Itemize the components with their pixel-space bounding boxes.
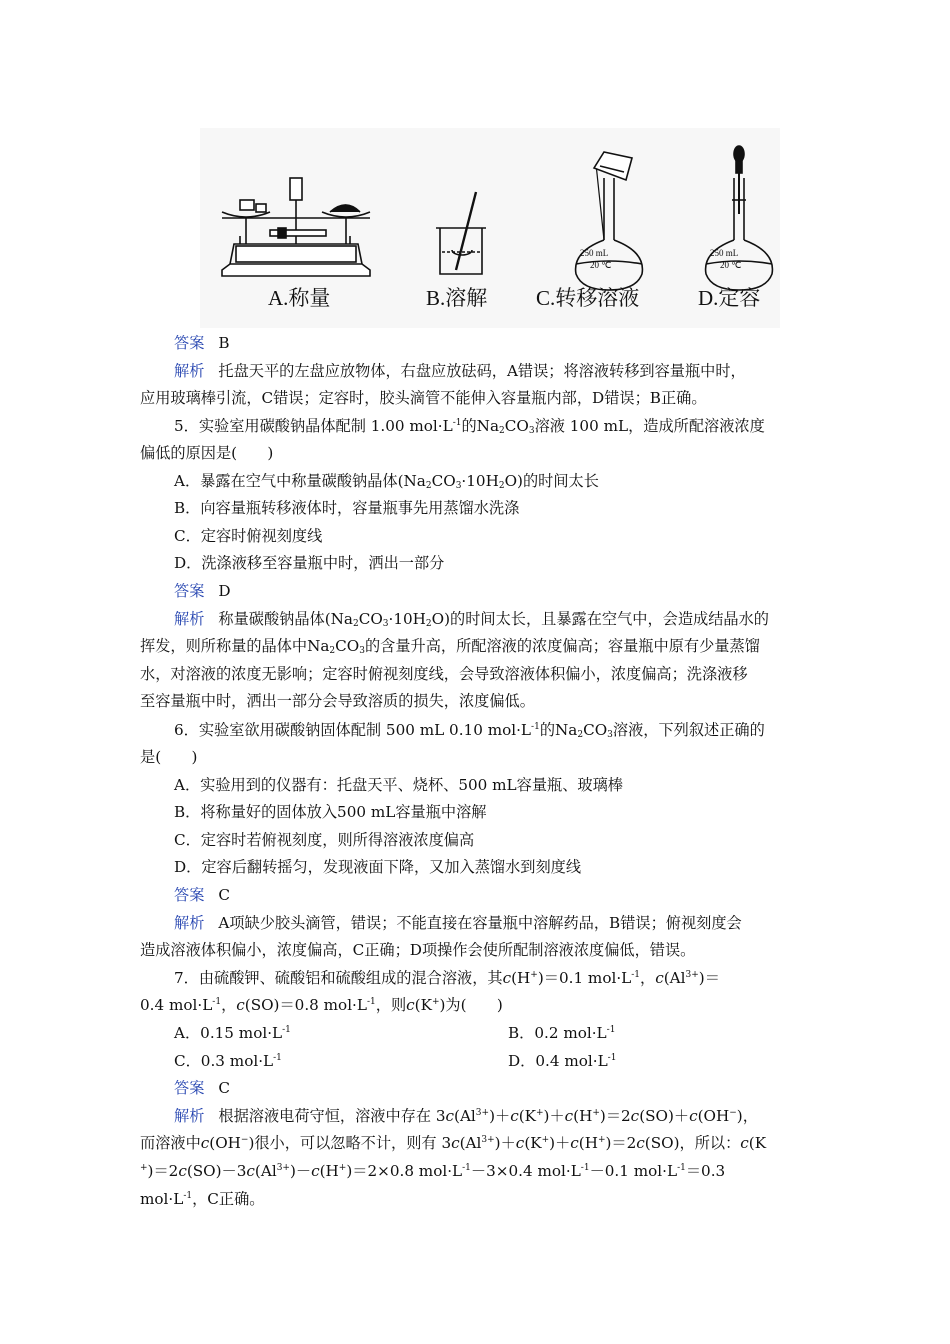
caption-b: B.溶解 [426,286,488,310]
q7-analysis-3: $^+)=2c(SO)-3c(Al^{3+})-c(H^+)=2\times 0.8$ $mol\cdot L^{-1}-3\times 0.4$ $mol\cdot L^{-1}-0.1$ $mol\cdot L^{-1}=0.3$ [140,1162,726,1180]
caption-a: A.称量 [268,286,331,310]
q6-analysis-1: 解析 A项缺少胶头滴管，错误；不能直接在容量瓶中溶解药品，B错误；俯视刻度会 [174,914,742,932]
q5-analysis-4: 至容量瓶中时，洒出一部分会导致溶质的损失，浓度偏低。 [140,692,535,710]
q7-answer: 答案 C [174,1079,230,1097]
q6-option-d: D．定容后翻转摇匀，发现液面下降，又加入蒸馏水到刻度线 [174,858,582,876]
q7-analysis-2: 而溶液中c(OH−)很小，可以忽略不计，则有 $3c(Al^{3+})+c(K^+)+c(H^+)=2c(SO)$，所以：c(K [140,1134,767,1152]
caption-d: D.定容 [698,286,761,310]
q7-stem-2: 0.4 $mol\cdot L^{-1}$，c(SO)＝0.8 $mol\cdot L^{-1}$，则c(K+)为( ) [140,996,503,1014]
q6-option-b: B．将称量好的固体放入500 mL容量瓶中溶解 [174,803,487,821]
beaker-icon [436,192,486,274]
q5-stem-2: 偏低的原因是( ) [140,444,274,462]
apparatus-figure [200,128,780,328]
q7-stem: 7．由硫酸钾、硫酸铝和硫酸组成的混合溶液，其c(H+)＝0.1 $mol\cdot L^{-1}$，$c(Al^{3+})=$ [174,969,720,987]
q5-analysis-1: 解析 称量碳酸钠晶体$(Na_2CO_3\cdot 10H_2O)$的时间太长，且暴露在空气中，会造成结晶水的 [174,610,769,629]
q7-option-d: D．0.4 $mol\cdot L^{-1}$ [508,1052,617,1070]
q5-option-c: C．定容时俯视刻度线 [174,527,323,545]
q5-option-b: B．向容量瓶转移液体时，容量瓶事先用蒸馏水洗涤 [174,499,520,517]
flask-temp-label-d: 20 ℃ [720,260,742,270]
q7-option-a: A．0.15 $mol\cdot L^{-1}$ [174,1024,291,1042]
q6-answer: 答案 C [174,886,230,904]
q6-option-c: C．定容时若俯视刻度，则所得溶液浓度偏高 [174,831,475,849]
q6-stem: 6．实验室欲用碳酸钠固体配制 500 mL 0.10 $mol\cdot L^{-1}$的$Na_2CO_3$溶液，下列叙述正确的 [174,721,765,740]
flask-volume-label: 250 mL [580,248,609,258]
q5-answer: 答案 D [174,582,231,600]
q6-stem-2: 是( ) [140,748,198,766]
q6-option-a: A．实验用到的仪器有：托盘天平、烧杯、500 mL容量瓶、玻璃棒 [174,776,623,794]
caption-c: C.转移溶液 [536,286,640,310]
q5-analysis-3: 水，对溶液的浓度无影响；定容时俯视刻度线，会导致溶液体积偏小，浓度偏高；洗涤液移 [140,665,748,683]
q4-analysis-1: 解析 托盘天平的左盘应放物体，右盘应放砝码，A错误；将溶液转移到容量瓶中时， [174,362,746,380]
q7-option-b: B．0.2 $mol\cdot L^{-1}$ [508,1024,616,1042]
balance-icon [222,178,370,276]
flask-volume-label-d: 250 mL [710,248,739,258]
q5-stem: 5．实验室用碳酸钠晶体配制 1.00 $mol\cdot L^{-1}$的$Na_2CO_3$溶液 100 mL，造成所配溶液浓度 [174,417,765,436]
q5-option-d: D．洗涤液移至容量瓶中时，洒出一部分 [174,554,445,572]
q5-analysis-2: 挥发，则所称量的晶体中$Na_2CO_3$的含量升高，所配溶液的浓度偏高；容量瓶中原有少量蒸馏 [140,637,760,656]
q7-analysis-1: 解析 根据溶液电荷守恒，溶液中存在 $3c(Al^{3+})+c(K^+)+c(H^+)=2c(SO)+c(OH^-)$， [174,1107,758,1125]
q4-analysis-2: 应用玻璃棒引流，C错误；定容时，胶头滴管不能伸入容量瓶内部，D错误；B正确。 [140,389,707,407]
q7-option-c: C．0.3 $mol\cdot L^{-1}$ [174,1052,282,1070]
flask-temp-label: 20 ℃ [590,260,612,270]
q7-analysis-4: $mol\cdot L^{-1}$，C正确。 [140,1190,265,1208]
q4-answer: 答案 B [174,334,230,352]
q6-analysis-2: 造成溶液体积偏小，浓度偏高，C正确；D项操作会使所配制溶液浓度偏低，错误。 [140,941,696,959]
q5-option-a: A．暴露在空气中称量碳酸钠晶体$(Na_2CO_3\cdot 10H_2O)$的时间太长 [174,472,599,491]
